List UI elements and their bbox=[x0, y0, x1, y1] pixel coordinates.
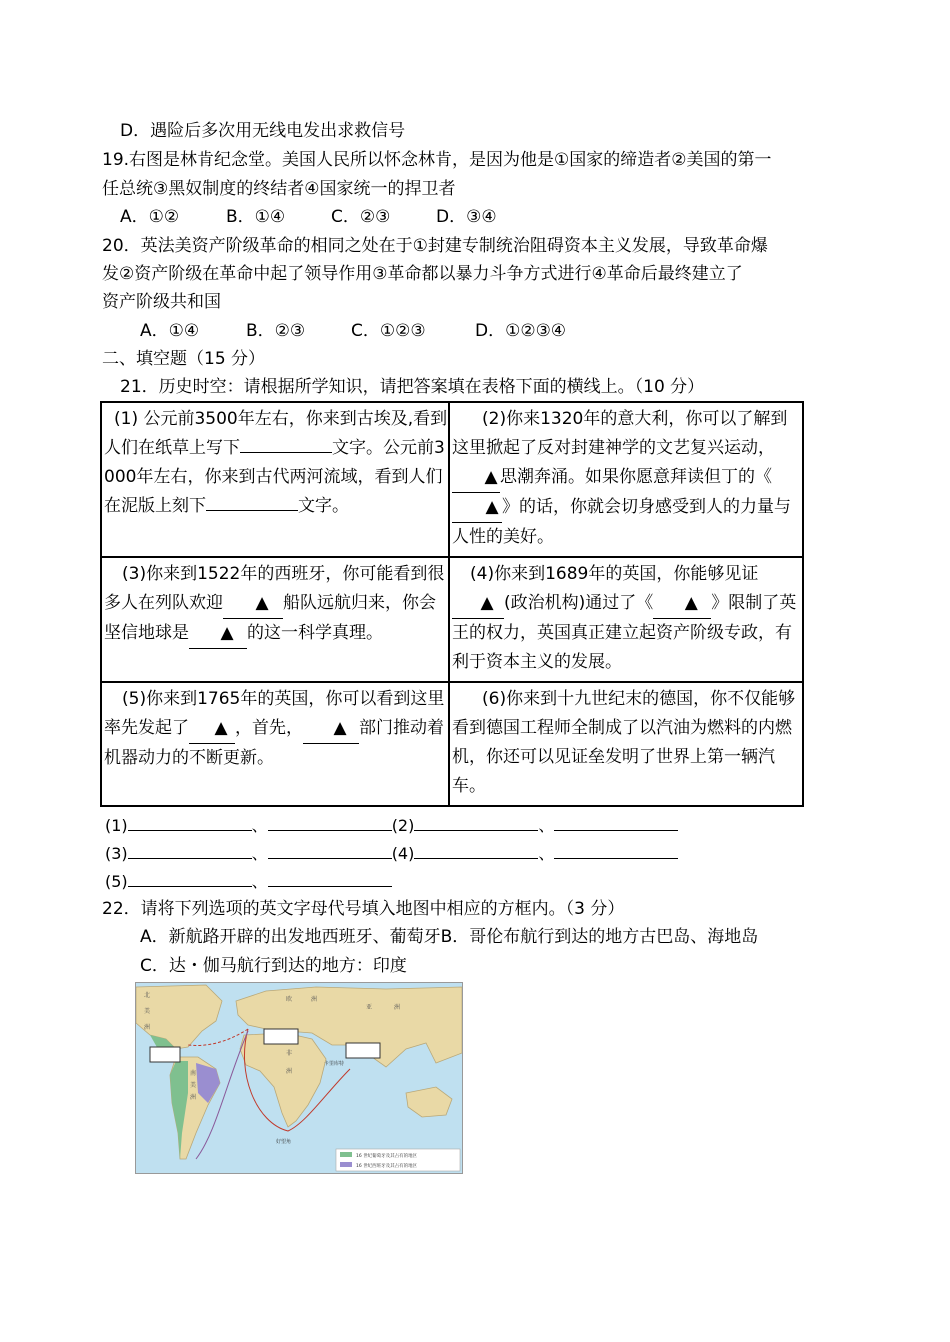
cell4-text-c: 》限制了英王的权力，英国真正建立起资产阶级专政，有利于资本主义的发展。 bbox=[452, 593, 797, 672]
q19-stem-line1: 19.右图是林肯纪念堂。美国人民所以怀念林肯，是因为他是①国家的缔造者②美国的第一 bbox=[102, 150, 772, 170]
q18-option-d: D．遇险后多次用无线电发出求救信号 bbox=[120, 121, 406, 141]
cell2-text-a: (2)你来1320年的意大利，你可以了解到这里掀起了反对封建神学的文艺复兴运动， bbox=[452, 409, 788, 458]
world-map bbox=[135, 982, 463, 1174]
cell1-text-c: 文字。 bbox=[298, 496, 349, 516]
answer-label-2: (2) bbox=[391, 816, 415, 835]
table-cell-2 bbox=[449, 402, 803, 557]
answer-blank-3b[interactable] bbox=[268, 840, 392, 859]
cell1-text-b: 文字。公元前3000年左右，你来到古代两河流域，看到人们在泥版上刻下 bbox=[104, 438, 445, 516]
answer-row-2 bbox=[105, 840, 678, 867]
cell4-text-a: (4)你来到1689年的英国，你能够见证 bbox=[470, 564, 759, 584]
label-africa-1: 非 bbox=[286, 1050, 293, 1057]
table-cell-1 bbox=[101, 402, 449, 557]
cell1-text-a: (1) 公元前3500年左右，你来到古埃及,看到人们在纸草上写下 bbox=[104, 409, 448, 458]
cell5-text-b: ，首先， bbox=[235, 718, 303, 738]
answer-blank-2b[interactable] bbox=[554, 812, 678, 831]
cell3-triangle-blank-2: ▲ bbox=[189, 619, 247, 649]
map-svg bbox=[136, 983, 462, 1173]
cell1-blank-1 bbox=[240, 434, 332, 453]
answer-label-4: (4) bbox=[391, 844, 415, 863]
answer-blank-1a[interactable] bbox=[128, 812, 252, 831]
q19-option-d: D．③④ bbox=[436, 207, 497, 227]
answer-blank-5b[interactable] bbox=[268, 868, 392, 887]
table-cell-4 bbox=[449, 557, 803, 682]
answer-blank-4b[interactable] bbox=[554, 840, 678, 859]
answer-row-3 bbox=[105, 868, 392, 895]
map-answer-box-1[interactable] bbox=[150, 1047, 180, 1062]
cell3-text-b: 船队远航归来，你会坚信地球是 bbox=[104, 593, 436, 643]
label-south-america-2: 美 bbox=[190, 1082, 197, 1089]
q19-stem-line2: 任总统③黑奴制度的终结者④国家统一的捍卫者 bbox=[102, 179, 456, 199]
q19-option-b: B．①④ bbox=[226, 207, 286, 227]
table-cell-3 bbox=[101, 557, 449, 682]
answer-blank-2a[interactable] bbox=[414, 812, 538, 831]
q22-option-c: C．达・伽马航行到达的地方：印度 bbox=[140, 956, 407, 976]
cell6-text-a: (6)你来到十九世纪末的德国，你不仅能够看到德国工程师全制成了以汽油为燃料的内燃机，你还可以见证垒发明了世界上第一辆汽车。 bbox=[452, 689, 796, 796]
cell5-triangle-blank-1: ▲ bbox=[189, 714, 235, 744]
table-cell-6 bbox=[449, 682, 803, 806]
section-title: 二、填空题（15 分） bbox=[102, 349, 266, 369]
label-asia-1: 亚 bbox=[366, 1004, 373, 1011]
answer-sep-1: 、 bbox=[251, 816, 268, 835]
label-europe-2: 洲 bbox=[311, 996, 318, 1003]
table-cell-5 bbox=[101, 682, 449, 806]
cell2-triangle-blank-1: ▲ bbox=[452, 463, 500, 493]
answer-sep-2: 、 bbox=[538, 816, 555, 835]
q20-stem-line1: 20．英法美资产阶级革命的相同之处在于①封建专制统治阻碍资本主义发展，导致革命爆 bbox=[102, 236, 768, 256]
answer-sep-4: 、 bbox=[538, 844, 555, 863]
label-south-america-3: 洲 bbox=[190, 1094, 197, 1101]
label-north-america-3: 洲 bbox=[144, 1024, 151, 1031]
map-answer-box-3[interactable] bbox=[346, 1043, 380, 1058]
history-table bbox=[100, 401, 804, 807]
cell3-triangle-blank-1: ▲ bbox=[223, 589, 283, 619]
label-europe-1: 欧 bbox=[286, 996, 293, 1003]
label-asia-2: 洲 bbox=[394, 1004, 401, 1011]
cell3-text-c: 的这一科学真理。 bbox=[247, 623, 383, 643]
q20-stem-line2: 发②资产阶级在革命中起了领导作用③革命都以暴力斗争方式进行④革命后最终建立了 bbox=[102, 264, 743, 284]
q20-option-b: B．②③ bbox=[246, 321, 306, 341]
answer-label-5: (5) bbox=[105, 872, 128, 891]
legend-swatch-spain bbox=[340, 1152, 352, 1157]
legend-label-1: 16 世纪葡萄牙及其占有的地区 bbox=[356, 1154, 418, 1159]
cell4-text-b: (政治机构)通过了《 bbox=[504, 593, 654, 613]
q21-stem: 21．历史时空：请根据所学知识，请把答案填在表格下面的横线上。（10 分） bbox=[120, 377, 705, 397]
cell1-blank-2 bbox=[206, 492, 298, 511]
q20-option-c: C．①②③ bbox=[351, 321, 426, 341]
answer-sep-5: 、 bbox=[251, 872, 268, 891]
answer-blank-5a[interactable] bbox=[128, 868, 252, 887]
answer-label-3: (3) bbox=[105, 844, 128, 863]
cell5-text-a: (5)你来到1765年的英国，你可以看到这里率先发起了 bbox=[104, 689, 445, 738]
legend-swatch-portugal bbox=[340, 1162, 352, 1167]
answer-row-1 bbox=[105, 812, 678, 839]
label-south-america-1: 南 bbox=[190, 1070, 197, 1077]
answer-label-1: (1) bbox=[105, 816, 128, 835]
map-answer-box-2[interactable] bbox=[264, 1029, 298, 1044]
answer-blank-4a[interactable] bbox=[414, 840, 538, 859]
q20-option-d: D．①②③④ bbox=[475, 321, 567, 341]
q20-stem-line3: 资产阶级共和国 bbox=[102, 292, 221, 312]
cell2-text-b: 思潮奔涌。如果你愿意拜读但丁的《 bbox=[500, 467, 772, 487]
answer-blank-1b[interactable] bbox=[268, 812, 392, 831]
cell3-text-a: (3)你来到1522年的西班牙，你可能看到很多人在列队欢迎 bbox=[104, 564, 445, 613]
answer-blank-3a[interactable] bbox=[128, 840, 252, 859]
q22-option-ab: A．新航路开辟的出发地西班牙、葡萄牙B．哥伦布航行到达的地方古巴岛、海地岛 bbox=[140, 927, 759, 947]
answer-sep-3: 、 bbox=[251, 844, 268, 863]
q22-stem: 22．请将下列选项的英文字母代号填入地图中相应的方框内。（3 分） bbox=[102, 899, 625, 919]
label-cape-of-good-hope: 好望角 bbox=[276, 1139, 292, 1145]
label-north-america-2: 美 bbox=[144, 1008, 151, 1015]
q19-option-c: C．②③ bbox=[331, 207, 391, 227]
q19-option-a: A．①② bbox=[120, 207, 180, 227]
cell4-triangle-blank-2: ▲ bbox=[653, 589, 711, 619]
label-north-america-1: 北 bbox=[144, 992, 151, 999]
label-calicut: 卡里库特 bbox=[324, 1061, 345, 1067]
cell5-text-c: 部门推动着机器动力的不断更新。 bbox=[104, 718, 444, 768]
cell5-triangle-blank-2: ▲ bbox=[303, 714, 359, 744]
legend-label-2: 16 世纪西班牙及其占有的地区 bbox=[356, 1164, 418, 1169]
cell2-text-c: 》的话，你就会切身感受到人的力量与人性的美好。 bbox=[452, 497, 791, 547]
q20-option-a: A．①④ bbox=[140, 321, 200, 341]
cell4-triangle-blank-1: ▲ bbox=[452, 589, 504, 619]
label-africa-2: 洲 bbox=[286, 1068, 293, 1075]
cell2-triangle-blank-2: ▲ bbox=[452, 493, 502, 523]
